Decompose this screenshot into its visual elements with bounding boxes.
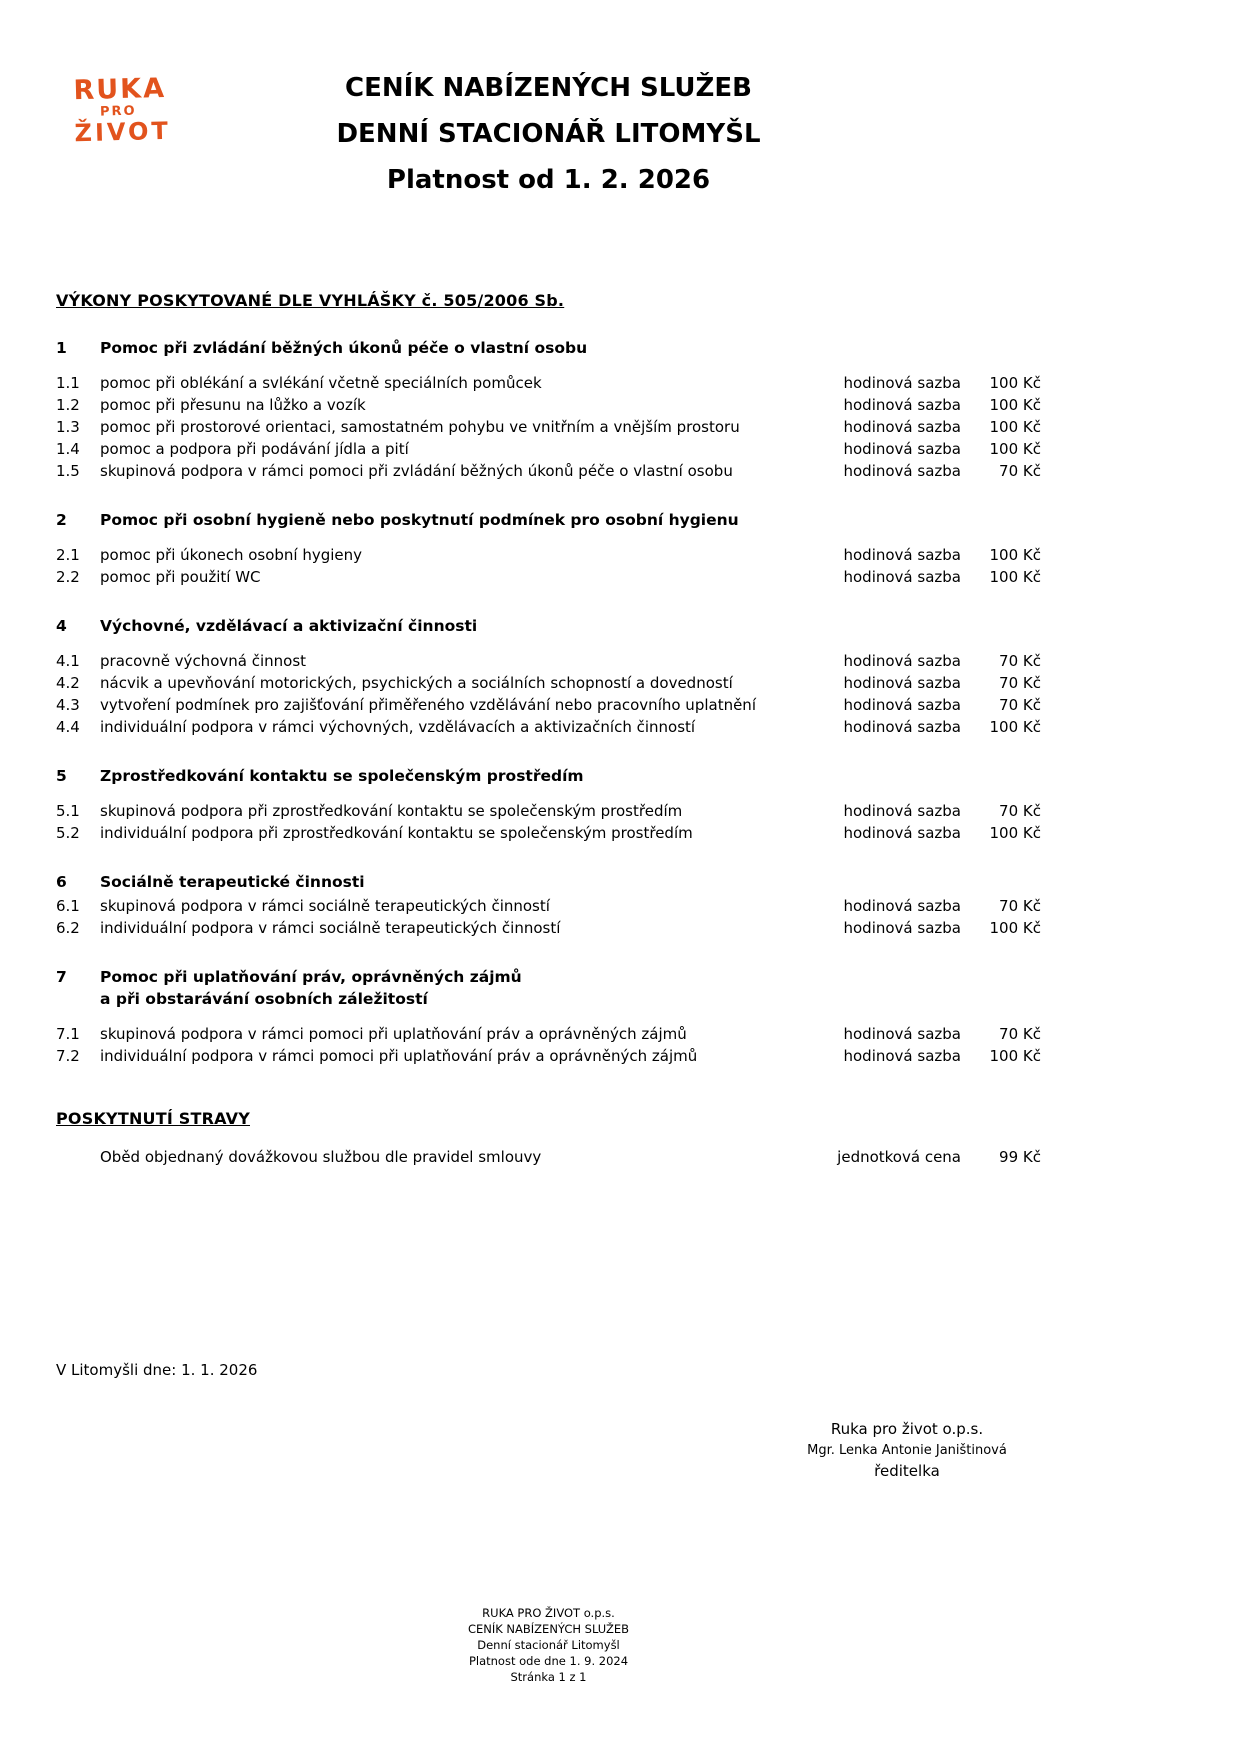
section-number: 4 [56, 617, 67, 635]
service-section [56, 615, 1041, 738]
service-row-rate-type: jednotková cena [837, 1148, 961, 1166]
footer-line: RUKA PRO ŽIVOT o.p.s. [482, 1606, 615, 1620]
service-row-price: 100 Kč [989, 824, 1041, 842]
section-rows [56, 895, 1041, 939]
service-row-price: 100 Kč [989, 418, 1041, 436]
service-row-number: 1.2 [56, 396, 80, 414]
section-title [100, 509, 1041, 531]
section-title-line: Pomoc při uplatňování práv, oprávněných zájmů [100, 968, 522, 986]
section-header [56, 765, 1041, 787]
service-row-number: 1.5 [56, 462, 80, 480]
section-number: 5 [56, 767, 67, 785]
service-row-number [56, 1146, 100, 1168]
service-row [56, 822, 1041, 844]
service-row [56, 1045, 1041, 1067]
place-date-line: V Litomyšli dne: 1. 1. 2026 [56, 1361, 258, 1379]
service-row-description: Oběd objednaný dovážkovou službou dle pravidel smlouvy [100, 1148, 542, 1166]
section-header [56, 509, 1041, 531]
section-title-line: Výchovné, vzdělávací a aktivizační činnosti [100, 617, 478, 635]
service-row-price: 99 Kč [999, 1148, 1041, 1166]
service-row-description: pomoc při úkonech osobní hygieny [100, 546, 363, 564]
service-row-number: 4.2 [56, 674, 80, 692]
service-row-price: 70 Kč [999, 652, 1041, 670]
section-title-line: Sociálně terapeutické činnosti [100, 873, 365, 891]
service-row [56, 566, 1041, 588]
service-row-description: skupinová podpora v rámci pomoci při uplatňování práv a oprávněných zájmů [100, 1025, 687, 1043]
section-title [100, 337, 1041, 359]
section-title [100, 966, 1041, 1010]
page-footer [56, 1605, 1041, 1685]
service-row [56, 716, 1041, 738]
service-row-description: individuální podpora v rámci pomoci při uplatňování práv a oprávněných zájmů [100, 1047, 698, 1065]
service-row-description: pracovně výchovná činnost [100, 652, 307, 670]
service-row-number: 5.1 [56, 802, 80, 820]
service-row-price: 70 Kč [999, 462, 1041, 480]
service-row-rate-type: hodinová sazba [843, 802, 961, 820]
service-row [56, 694, 1041, 716]
service-row-price: 100 Kč [989, 374, 1041, 392]
section-header [56, 966, 1041, 1010]
logo-text-line1: RUKA [73, 72, 167, 107]
service-row-description: individuální podpora v rámci sociálně terapeutických činností [100, 919, 561, 937]
footer-line: Stránka 1 z 1 [510, 1670, 587, 1684]
footer-line: Denní stacionář Litomyšl [477, 1638, 620, 1652]
service-row-number: 1.3 [56, 418, 80, 436]
service-row-description: individuální podpora v rámci výchovných, vzdělávacích a aktivizačních činností [100, 718, 696, 736]
section-title-line: Pomoc při zvládání běžných úkonů péče o vlastní osobu [100, 339, 588, 357]
signature-organization: Ruka pro život o.p.s. [830, 1420, 984, 1438]
service-row-number: 2.2 [56, 568, 80, 586]
service-row-description: pomoc při přesunu na lůžko a vozík [100, 396, 366, 414]
service-row-description: pomoc při použití WC [100, 568, 261, 586]
service-row-price: 100 Kč [989, 546, 1041, 564]
service-row-rate-type: hodinová sazba [843, 1025, 961, 1043]
service-row-description: pomoc při prostorové orientaci, samostatném pohybu ve vnitřním a vnějším prostoru [100, 418, 740, 436]
meals-section [56, 1109, 1041, 1168]
service-row-price: 70 Kč [999, 674, 1041, 692]
service-row-rate-type: hodinová sazba [843, 919, 961, 937]
service-row-rate-type: hodinová sazba [843, 1047, 961, 1065]
section-title [100, 871, 1041, 893]
service-row [56, 1023, 1041, 1045]
service-row-number: 7.2 [56, 1047, 80, 1065]
service-sections [56, 337, 1041, 1067]
service-row-description: pomoc při oblékání a svlékání včetně speciálních pomůcek [100, 374, 542, 392]
signature-role: ředitelka [874, 1462, 940, 1480]
service-row [56, 394, 1041, 416]
section-title-line: a při obstarávání osobních záležitostí [100, 990, 428, 1008]
section-number: 1 [56, 339, 67, 357]
section-title-line: Pomoc při osobní hygieně nebo poskytnutí podmínek pro osobní hygienu [100, 511, 739, 529]
signature-block [777, 1417, 1037, 1481]
service-row-description: skupinová podpora v rámci sociálně terapeutických činností [100, 897, 550, 915]
service-row-number: 4.1 [56, 652, 80, 670]
service-row-number: 7.1 [56, 1025, 80, 1043]
section-rows [56, 1023, 1041, 1067]
org-logo [73, 72, 172, 148]
service-row-rate-type: hodinová sazba [843, 418, 961, 436]
service-row-number: 6.2 [56, 919, 80, 937]
service-row-number: 5.2 [56, 824, 80, 842]
service-row-price: 70 Kč [999, 802, 1041, 820]
section-rows [56, 800, 1041, 844]
service-row [56, 895, 1041, 917]
service-row-description: individuální podpora při zprostředkování kontaktu se společenským prostředím [100, 824, 693, 842]
service-row-description: skupinová podpora při zprostředkování kontaktu se společenským prostředím [100, 802, 683, 820]
service-section [56, 966, 1041, 1067]
service-row-rate-type: hodinová sazba [843, 696, 961, 714]
service-row-price: 70 Kč [999, 1025, 1041, 1043]
document-title-line2: DENNÍ STACIONÁŘ LITOMYŠL [336, 119, 761, 149]
section-rows [56, 372, 1041, 482]
section-rows [56, 650, 1041, 738]
service-row-price: 100 Kč [989, 1047, 1041, 1065]
service-row [56, 544, 1041, 566]
service-row [56, 650, 1041, 672]
document-title-line1: CENÍK NABÍZENÝCH SLUŽEB [345, 73, 752, 103]
service-row-price: 100 Kč [989, 440, 1041, 458]
section-number: 2 [56, 511, 67, 529]
service-row [56, 800, 1041, 822]
service-row [56, 917, 1041, 939]
service-row-rate-type: hodinová sazba [843, 652, 961, 670]
service-row-price: 100 Kč [989, 718, 1041, 736]
service-row-number: 6.1 [56, 897, 80, 915]
footer-line: CENÍK NABÍZENÝCH SLUŽEB [467, 1622, 630, 1636]
section-header [56, 615, 1041, 637]
service-row-number: 4.4 [56, 718, 80, 736]
section-title-line: Zprostředkování kontaktu se společenským prostředím [100, 767, 584, 785]
service-row-price: 70 Kč [999, 897, 1041, 915]
logo-text-line3: ŽIVOT [74, 116, 172, 148]
section-rows [56, 544, 1041, 588]
service-row-number: 1.4 [56, 440, 80, 458]
meal-row [56, 1146, 1041, 1168]
service-row [56, 672, 1041, 694]
service-row-description: pomoc a podpora při podávání jídla a pití [100, 440, 409, 458]
section-header [56, 337, 1041, 359]
footer-line: Platnost ode dne 1. 9. 2024 [468, 1654, 629, 1668]
service-row [56, 460, 1041, 482]
section-title [100, 615, 1041, 637]
service-row-rate-type: hodinová sazba [843, 546, 961, 564]
section-number: 6 [56, 873, 67, 891]
service-row-rate-type: hodinová sazba [843, 718, 961, 736]
service-row-rate-type: hodinová sazba [843, 824, 961, 842]
section-header [56, 871, 1041, 893]
service-row-rate-type: hodinová sazba [843, 462, 961, 480]
service-section [56, 337, 1041, 482]
service-row-number: 1.1 [56, 374, 80, 392]
logo-text-line2: PRO [99, 103, 137, 120]
section-number: 7 [56, 968, 67, 986]
service-row-description: nácvik a upevňování motorických, psychických a sociálních schopností a dovedností [100, 674, 733, 692]
service-row-price: 70 Kč [999, 696, 1041, 714]
service-row [56, 438, 1041, 460]
service-row-number: 4.3 [56, 696, 80, 714]
document-title-line3: Platnost od 1. 2. 2026 [386, 165, 711, 195]
service-row-price: 100 Kč [989, 396, 1041, 414]
service-row [56, 416, 1041, 438]
signature-name: Mgr. Lenka Antonie Janištinová [807, 1443, 1007, 1458]
service-section [56, 871, 1041, 939]
service-row-rate-type: hodinová sazba [843, 374, 961, 392]
service-row [56, 372, 1041, 394]
service-section [56, 509, 1041, 588]
service-row-price: 100 Kč [989, 919, 1041, 937]
service-row-rate-type: hodinová sazba [843, 568, 961, 586]
service-row-rate-type: hodinová sazba [843, 897, 961, 915]
service-row-rate-type: hodinová sazba [843, 440, 961, 458]
document-title-block [56, 55, 1041, 203]
service-row-description: vytvoření podmínek pro zajišťování přiměřeného vzdělávání nebo pracovního uplatnění [100, 696, 756, 714]
service-row-rate-type: hodinová sazba [843, 396, 961, 414]
service-section [56, 765, 1041, 844]
services-heading: VÝKONY POSKYTOVANÉ DLE VYHLÁŠKY č. 505/2006 Sb. [56, 291, 565, 310]
section-title [100, 765, 1041, 787]
service-row-description: skupinová podpora v rámci pomoci při zvládání běžných úkonů péče o vlastní osobu [100, 462, 733, 480]
meals-heading: POSKYTNUTÍ STRAVY [56, 1109, 250, 1128]
service-row-rate-type: hodinová sazba [843, 674, 961, 692]
meals-rows [56, 1146, 1041, 1168]
service-row-price: 100 Kč [989, 568, 1041, 586]
service-row-number: 2.1 [56, 546, 80, 564]
